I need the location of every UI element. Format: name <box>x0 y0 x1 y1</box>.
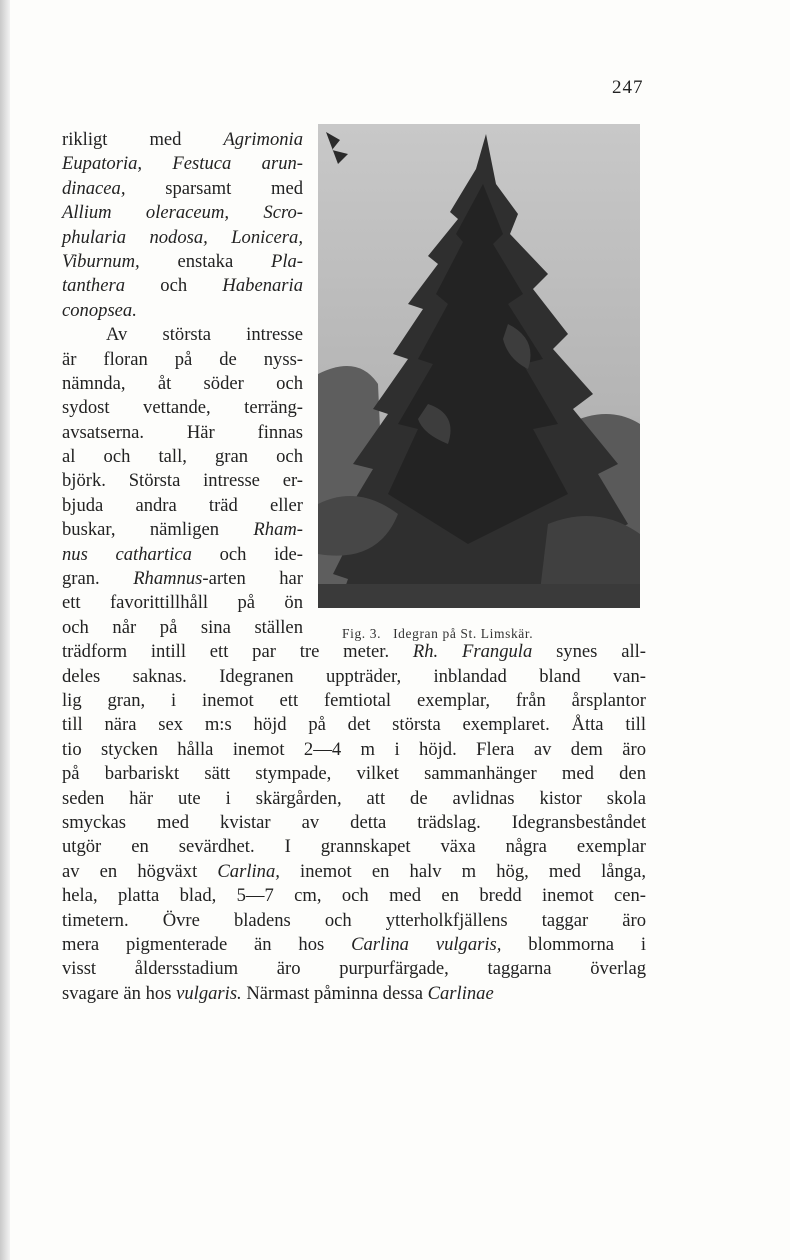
text-line <box>62 494 303 518</box>
text-span: seden här ute i skärgården, att de avlidnas kistor skola <box>62 787 646 809</box>
text-span: svagare än hos <box>62 982 177 1004</box>
text-line <box>62 396 303 420</box>
italic-text: nus cathartica <box>62 543 192 565</box>
italic-text: Rham- <box>253 519 303 541</box>
text-span: al och tall, gran och <box>62 446 303 468</box>
text-span: avsatserna. Här finnas <box>62 421 303 443</box>
text-line <box>62 762 646 786</box>
italic-text: phularia nodosa, Lonicera, <box>62 226 303 248</box>
text-line <box>62 177 303 201</box>
text-span: buskar, nämligen <box>62 519 254 541</box>
text-line <box>62 835 646 859</box>
page-number: 247 <box>612 77 644 98</box>
text-line <box>62 250 303 274</box>
text-span: inemot en halv m hög, med långa, <box>279 860 646 882</box>
italic-text: dinacea, <box>62 177 126 199</box>
text-span: -arten har <box>202 568 303 590</box>
text-span: trädform intill ett par tre meter. <box>62 641 413 663</box>
text-line <box>62 469 303 493</box>
text-line <box>62 299 303 323</box>
text-line <box>62 909 646 933</box>
text-line <box>62 445 303 469</box>
text-line <box>62 640 646 664</box>
italic-text: Pla- <box>270 250 303 272</box>
text-span: och ide- <box>191 543 303 565</box>
text-span: och <box>125 275 223 297</box>
italic-text: tanthera <box>62 275 126 297</box>
text-span: enstaka <box>139 250 271 272</box>
text-line <box>62 665 646 689</box>
italic-text: vulgaris. <box>176 982 242 1004</box>
text-span: timetern. Övre bladens och ytterholkfjällens taggar äro <box>62 909 646 931</box>
text-line <box>62 689 646 713</box>
italic-text: conopsea. <box>62 299 137 321</box>
text-span: tio stycken hålla inemot 2—4 m i höjd. Flera av dem äro <box>62 738 646 760</box>
text-span: till nära sex m:s höjd på det största exemplaret. Åtta till <box>62 714 646 736</box>
text-span: sydost vettande, terräng- <box>62 397 303 419</box>
text-line <box>62 738 646 762</box>
italic-text: Carlinae <box>427 982 494 1004</box>
text-span: deles saknas. Idegranen uppträder, inblandad bland van- <box>62 665 646 687</box>
caption-text: Idegran på St. Limskär. <box>393 626 534 641</box>
text-line <box>62 372 303 396</box>
text-line <box>62 274 303 298</box>
text-span: sparsamt med <box>125 177 303 199</box>
text-span: på barbariskt sätt stympade, vilket sammanhänger med den <box>62 763 646 785</box>
text-line <box>62 982 646 1006</box>
italic-text: Carlina vulgaris, <box>351 933 502 955</box>
text-span: och når på sina ställen <box>62 616 303 638</box>
italic-text: Rhamnus <box>133 568 203 590</box>
italic-text: Eupatoria, Festuca arun- <box>62 153 303 175</box>
text-line <box>62 811 646 835</box>
text-span: lig gran, i inemot ett femtiotal exemplar, från årsplantor <box>62 689 646 711</box>
text-line <box>62 787 646 811</box>
italic-text: Agrimonia <box>223 129 303 150</box>
text-span: gran. <box>62 568 134 590</box>
text-span: Närmast påminna dessa <box>241 982 428 1004</box>
text-span: utgör en sevärdhet. I grannskapet växa några exemplar <box>62 836 646 858</box>
text-span: är floran på de nyss- <box>62 348 303 370</box>
text-line <box>62 957 646 981</box>
text-line <box>62 884 646 908</box>
text-span: synes all- <box>532 641 646 663</box>
italic-text: Viburnum, <box>62 250 140 272</box>
text-span: av en högväxt <box>62 860 218 882</box>
text-line <box>62 933 646 957</box>
text-line <box>62 518 303 542</box>
italic-text: Allium oleraceum, Scro- <box>62 202 303 224</box>
text-span: björk. Största intresse er- <box>62 470 303 492</box>
text-line <box>62 128 303 152</box>
text-span: blommorna i <box>501 933 647 955</box>
body-text <box>62 128 646 1006</box>
text-line <box>62 323 303 347</box>
text-line <box>62 567 303 591</box>
italic-text: Habenaria <box>222 275 303 297</box>
text-line <box>62 713 646 737</box>
text-line <box>62 860 646 884</box>
text-line <box>62 201 303 225</box>
text-span: bjuda andra träd eller <box>62 494 303 516</box>
text-span: Av största intresse <box>106 324 303 346</box>
text-line <box>62 152 303 176</box>
text-span: rikligt med <box>62 129 224 150</box>
italic-text: Carlina, <box>217 860 280 882</box>
text-span: nämnda, åt söder och <box>62 372 303 394</box>
text-span: ett favorittillhåll på ön <box>62 592 303 614</box>
text-line <box>62 348 303 372</box>
caption-label: Fig. 3. <box>342 626 382 641</box>
italic-text: Rh. Frangula <box>412 641 533 663</box>
text-span: mera pigmenterade än hos <box>62 933 352 955</box>
text-line <box>62 543 303 567</box>
text-line <box>62 421 303 445</box>
text-span: hela, platta blad, 5—7 cm, och med en bredd inemot cen- <box>62 885 646 907</box>
text-line <box>62 591 303 615</box>
text-span: smyckas med kvistar av detta trädslag. Idegransbeståndet <box>62 811 646 833</box>
text-line <box>62 616 303 640</box>
text-span: visst åldersstadium äro purpurfärgade, taggarna överlag <box>62 958 646 980</box>
text-line <box>62 226 303 250</box>
